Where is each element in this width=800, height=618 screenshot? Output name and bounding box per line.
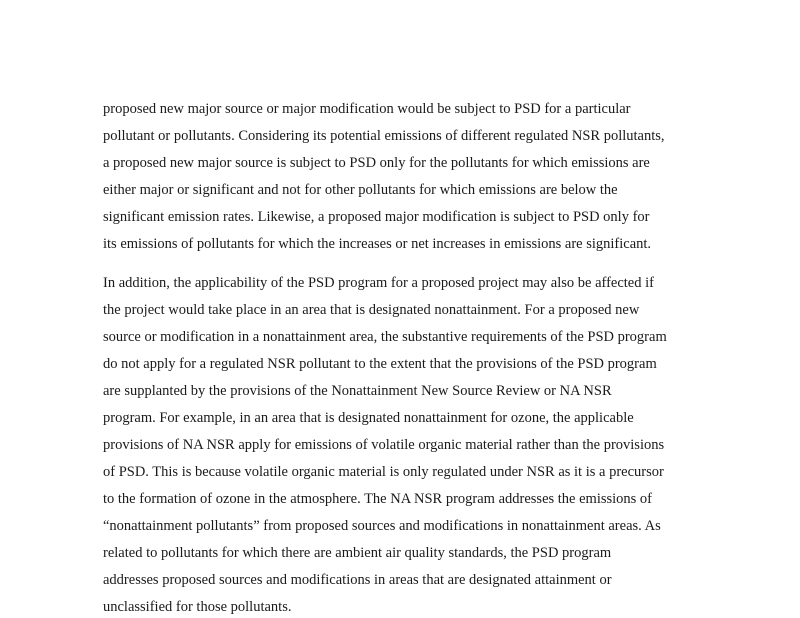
text-line: do not apply for a regulated NSR pollutant to the extent that the provisions of the PSD program: [103, 356, 657, 372]
text-line: a proposed new major source is subject to PSD only for the pollutants for which emissions are: [103, 155, 650, 171]
text-line: program. For example, in an area that is designated nonattainment for ozone, the applicable: [103, 410, 634, 426]
text-line: “nonattainment pollutants” from proposed sources and modifications in nonattainment areas. As: [103, 518, 661, 534]
text-line: addresses proposed sources and modifications in areas that are designated attainment or: [103, 572, 612, 588]
paragraph-nonattainment: [103, 270, 723, 618]
text-line: pollutant or pollutants. Considering its potential emissions of different regulated NSR pollutants,: [103, 128, 665, 144]
text-line: provisions of NA NSR apply for emissions of volatile organic material rather than the provisions: [103, 437, 665, 453]
text-line: proposed new major source or major modification would be subject to PSD for a particular: [103, 101, 631, 117]
text-line: unclassified for those pollutants.: [103, 599, 292, 615]
text-line: either major or significant and not for other pollutants for which emissions are below the: [103, 182, 618, 198]
text-line: related to pollutants for which there are ambient air quality standards, the PSD program: [103, 545, 612, 561]
body-text: [103, 96, 723, 618]
text-line: its emissions of pollutants for which the increases or net increases in emissions are significant.: [103, 236, 652, 252]
text-line: to the formation of ozone in the atmosphere. The NA NSR program addresses the emissions of: [103, 491, 653, 507]
text-line: In addition, the applicability of the PSD program for a proposed project may also be affected if: [103, 275, 654, 291]
text-line: source or modification in a nonattainment area, the substantive requirements of the PSD program: [103, 329, 667, 345]
paragraph-psd-applicability: [103, 96, 723, 258]
text-line: of PSD. This is because volatile organic material is only regulated under NSR as it is a precursor: [103, 464, 664, 480]
text-line: are supplanted by the provisions of the Nonattainment New Source Review or NA NSR: [103, 383, 612, 399]
paragraph-spacer: [103, 258, 723, 270]
text-line: significant emission rates. Likewise, a proposed major modification is subject to PSD only for: [103, 209, 650, 225]
text-line: the project would take place in an area that is designated nonattainment. For a proposed new: [103, 302, 640, 318]
